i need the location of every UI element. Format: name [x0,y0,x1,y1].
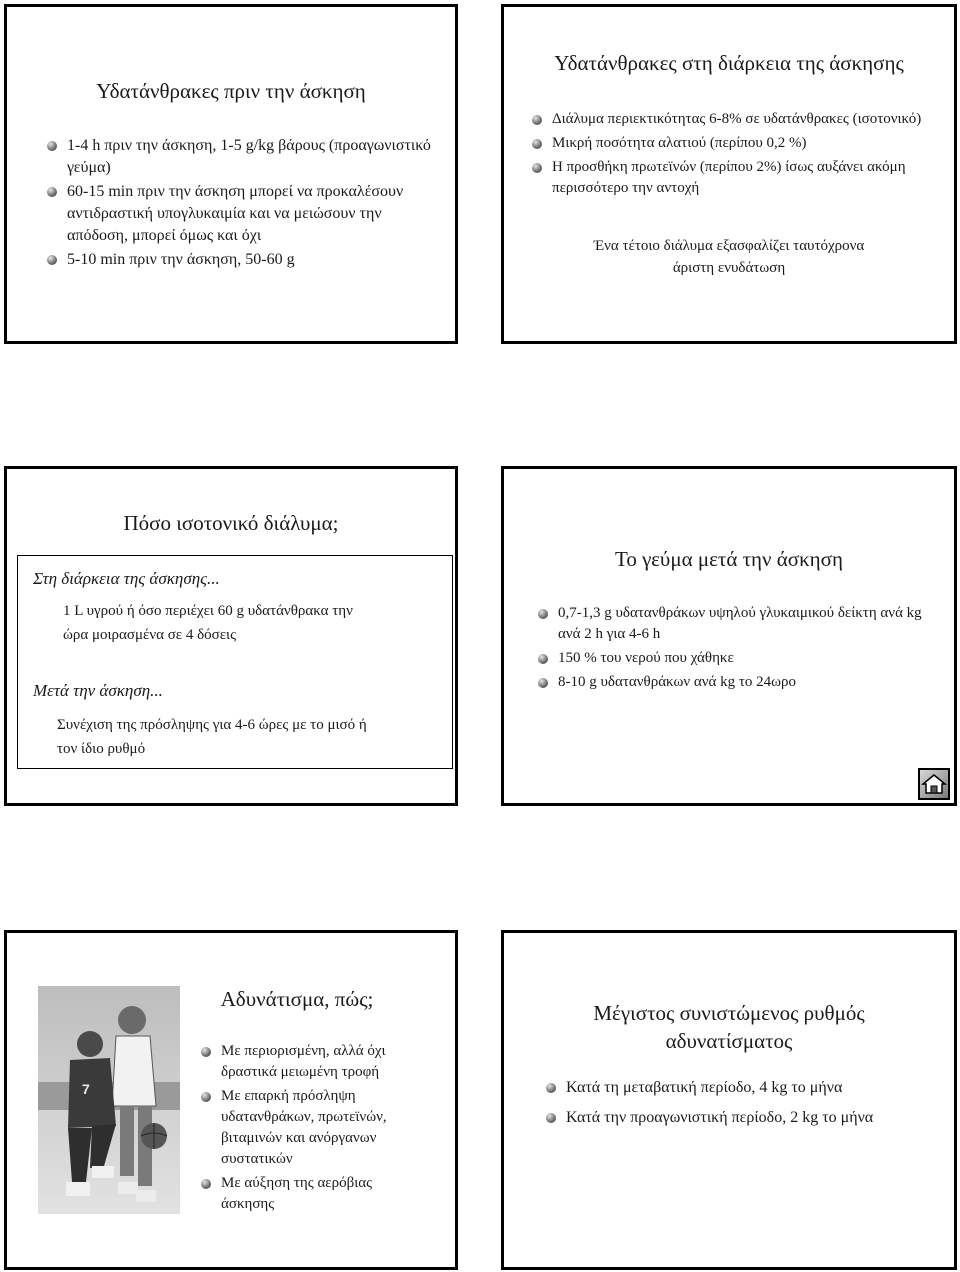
slide-6 [501,930,957,1270]
bullet-icon [538,609,548,619]
bullet-icon [47,187,57,197]
slide-6-bullets [542,1077,942,1131]
slide-1-title: Υδατάνθρακες πριν την άσκηση [96,79,366,103]
list-item: 1-4 h πριν την άσκηση, 1-5 g/kg βάρους (προαγωνιστικό γεύμα) [43,135,433,179]
home-icon[interactable] [918,768,950,800]
slide-3-title: Πόσο ισοτονικό διάλυμα; [123,511,339,535]
bullet-icon [201,1092,211,1102]
during-text: 1 L υγρού ή όσο περιέχει 60 g υδατάνθρακα την ώρα μοιρασμένα σε 4 δόσεις [63,603,353,643]
list-item: 150 % του νερού που χάθηκε [534,648,924,669]
basketball-players-photo [38,986,180,1214]
slide-6-title: Μέγιστος συνιστώμενος ρυθμός αδυνατίσματος [593,1001,865,1053]
after-heading: Μετά την άσκηση... [33,681,163,700]
slide-1-bullets [43,135,433,273]
bullet-icon [201,1179,211,1189]
list-item: Η προσθήκη πρωτεϊνών (περίπου 2%) ίσως αυξάνει ακόμη περισσότερο την αντοχή [528,157,928,199]
bullet-icon [532,139,542,149]
list-item: 8-10 g υδατανθράκων ανά kg το 24ωρο [534,672,924,693]
list-item: Με αύξηση της αερόβιας άσκησης [197,1173,427,1215]
slide-2 [501,4,957,344]
slide-5-title: Αδυνάτισμα, πώς; [220,987,374,1011]
slide-5-bullets [197,1041,427,1218]
bullet-icon [47,141,57,151]
bullet-icon [538,654,548,664]
slide-2-bullets [528,109,928,202]
slide-3 [4,466,458,806]
slide-1 [4,4,458,344]
slide-4-bullets [534,603,924,696]
bullet-icon [546,1083,556,1093]
list-item: Με επαρκή πρόσληψη υδατανθράκων, πρωτεϊνών, βιταμινών και ανόργανων συστατικών [197,1086,427,1170]
list-item: 60-15 min πριν την άσκηση μπορεί να προκαλέσουν αντιδραστική υπογλυκαιμία και να μειώσουν την απόδοση, μπορεί όμως και όχι [43,181,433,247]
bullet-icon [532,115,542,125]
slide-4-title: Το γεύμα μετά την άσκηση [615,547,843,571]
list-item: Κατά την προαγωνιστική περίοδο, 2 kg το μήνα [542,1107,942,1129]
slide-4 [501,466,957,806]
slide-2-note: Ένα τέτοιο διάλυμα εξασφαλίζει ταυτόχρονα άριστη ενυδάτωση [593,238,865,276]
list-item: Διάλυμα περιεκτικότητας 6-8% σε υδατάνθρακες (ισοτονικό) [528,109,928,130]
bullet-icon [538,678,548,688]
bullet-icon [201,1047,211,1057]
after-text: Συνέχιση της πρόσληψης για 4-6 ώρες με το μισό ή τον ίδιο ρυθμό [57,717,367,757]
bullet-icon [47,255,57,265]
svg-text:7: 7 [82,1081,90,1097]
slide-2-title: Υδατάνθρακες στη διάρκεια της άσκησης [554,51,904,75]
bullet-icon [546,1113,556,1123]
list-item: Με περιορισμένη, αλλά όχι δραστικά μειωμένη τροφή [197,1041,427,1083]
bullet-icon [532,163,542,173]
during-heading: Στη διάρκεια της άσκησης... [33,569,220,588]
list-item: 0,7-1,3 g υδατανθράκων υψηλού γλυκαιμικού δείκτη ανά kg ανά 2 h για 4-6 h [534,603,924,645]
list-item: 5-10 min πριν την άσκηση, 50-60 g [43,249,433,271]
list-item: Μικρή ποσότητα αλατιού (περίπου 0,2 %) [528,133,928,154]
list-item: Κατά τη μεταβατική περίοδο, 4 kg το μήνα [542,1077,942,1099]
